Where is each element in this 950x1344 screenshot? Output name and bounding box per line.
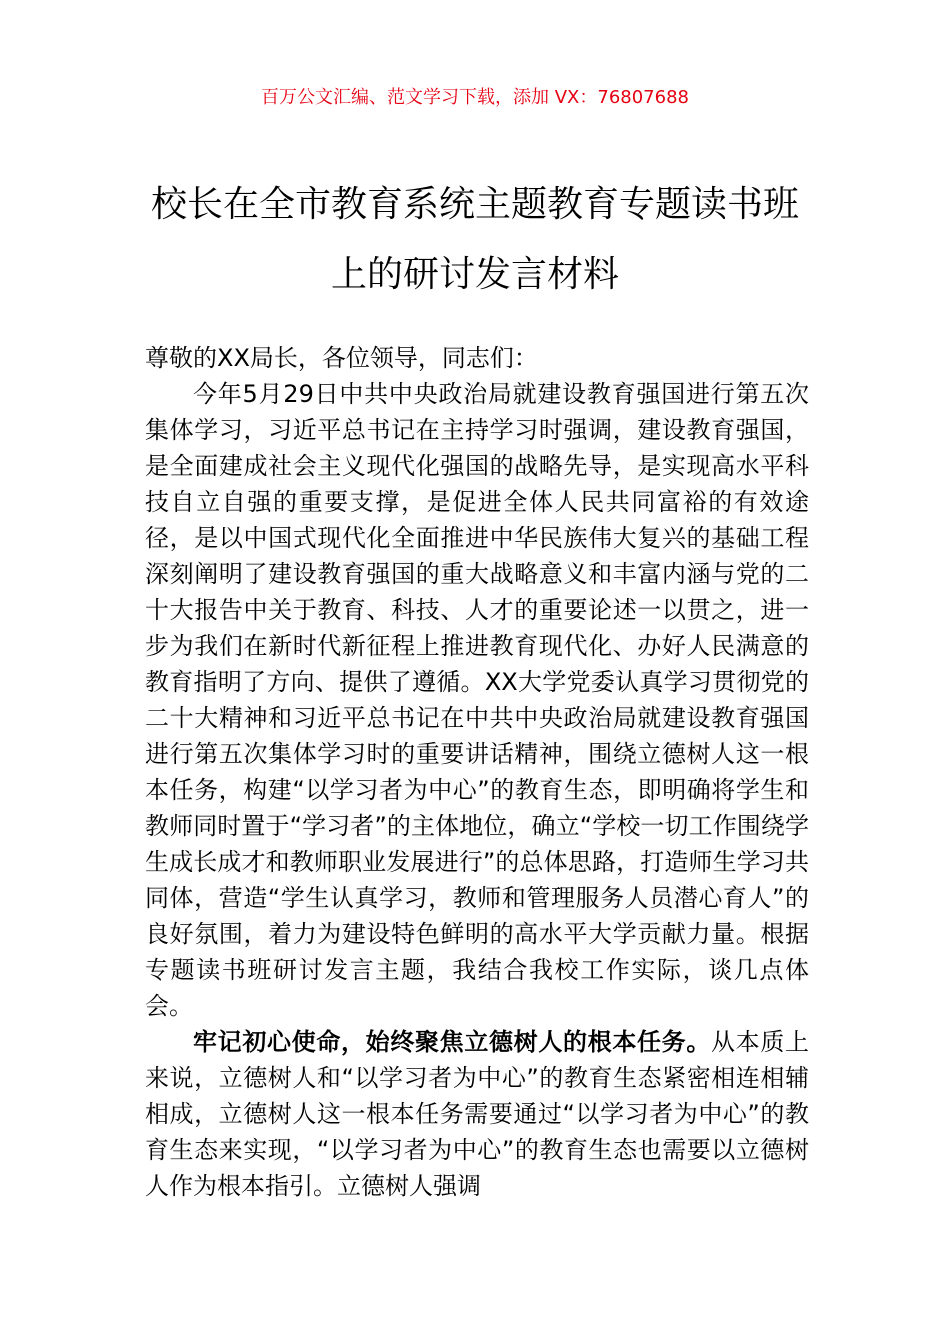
section-heading: 牢记初心使命，始终聚焦立德树人的根本任务。: [193, 1028, 711, 1056]
document-title: 校长在全市教育系统主题教育专题读书班上的研讨发言材料: [150, 184, 799, 295]
section-body: 从本质上来说，立德树人和“以学习者为中心”的教育生态紧密相连相辅相成，立德树人这一根本任务需要通过“以学习者为中心”的教育生态来实现，“以学习者为中心”的教育生态也需要以立德树人作为根本指引。立德树人强调: [145, 1028, 809, 1200]
salutation: 尊敬的XX局长，各位领导，同志们：: [145, 344, 538, 372]
paragraph-intro: 今年5月29日中共中央政治局就建设教育强国进行第五次集体学习，习近平总书记在主持学习时强调，建设教育强国，是全面建成社会主义现代化强国的战略先导，是实现高水平科技自立自强的重要支撑，是促进全体人民共同富裕的有效途径，是以中国式现代化全面推进中华民族伟大复兴的基础工程深刻阐明了建设教育强国的重大战略意义和丰富内涵与党的二十大报告中关于教育、科技、人才的重要论述一以贯之，进一步为我们在新时代新征程上推进教育现代化、办好人民满意的教育指明了方向、提供了遵循。XX大学党委认真学习贯彻党的二十大精神和习近平总书记在中共中央政治局就建设教育强国进行第五次集体学习时的重要讲话精神，围绕立德树人这一根本任务，构建“以学习者为中心”的教育生态，即明确将学生和教师同时置于“学习者”的主体地位，确立“学校一切工作围绕学生成长成才和教师职业发展进行”的总体思路，打造师生学习共同体，营造“学生认真学习，教师和管理服务人员潜心育人”的良好氛围，着力为建设特色鲜明的高水平大学贡献力量。根据专题读书班研讨发言主题，我结合我校工作实际，谈几点体会。: [145, 380, 809, 1020]
document-body: [145, 340, 809, 1204]
paragraph-section-1: [145, 1024, 809, 1204]
header-banner: 百万公文汇编、范文学习下载，添加 VX：76807688: [261, 87, 689, 108]
